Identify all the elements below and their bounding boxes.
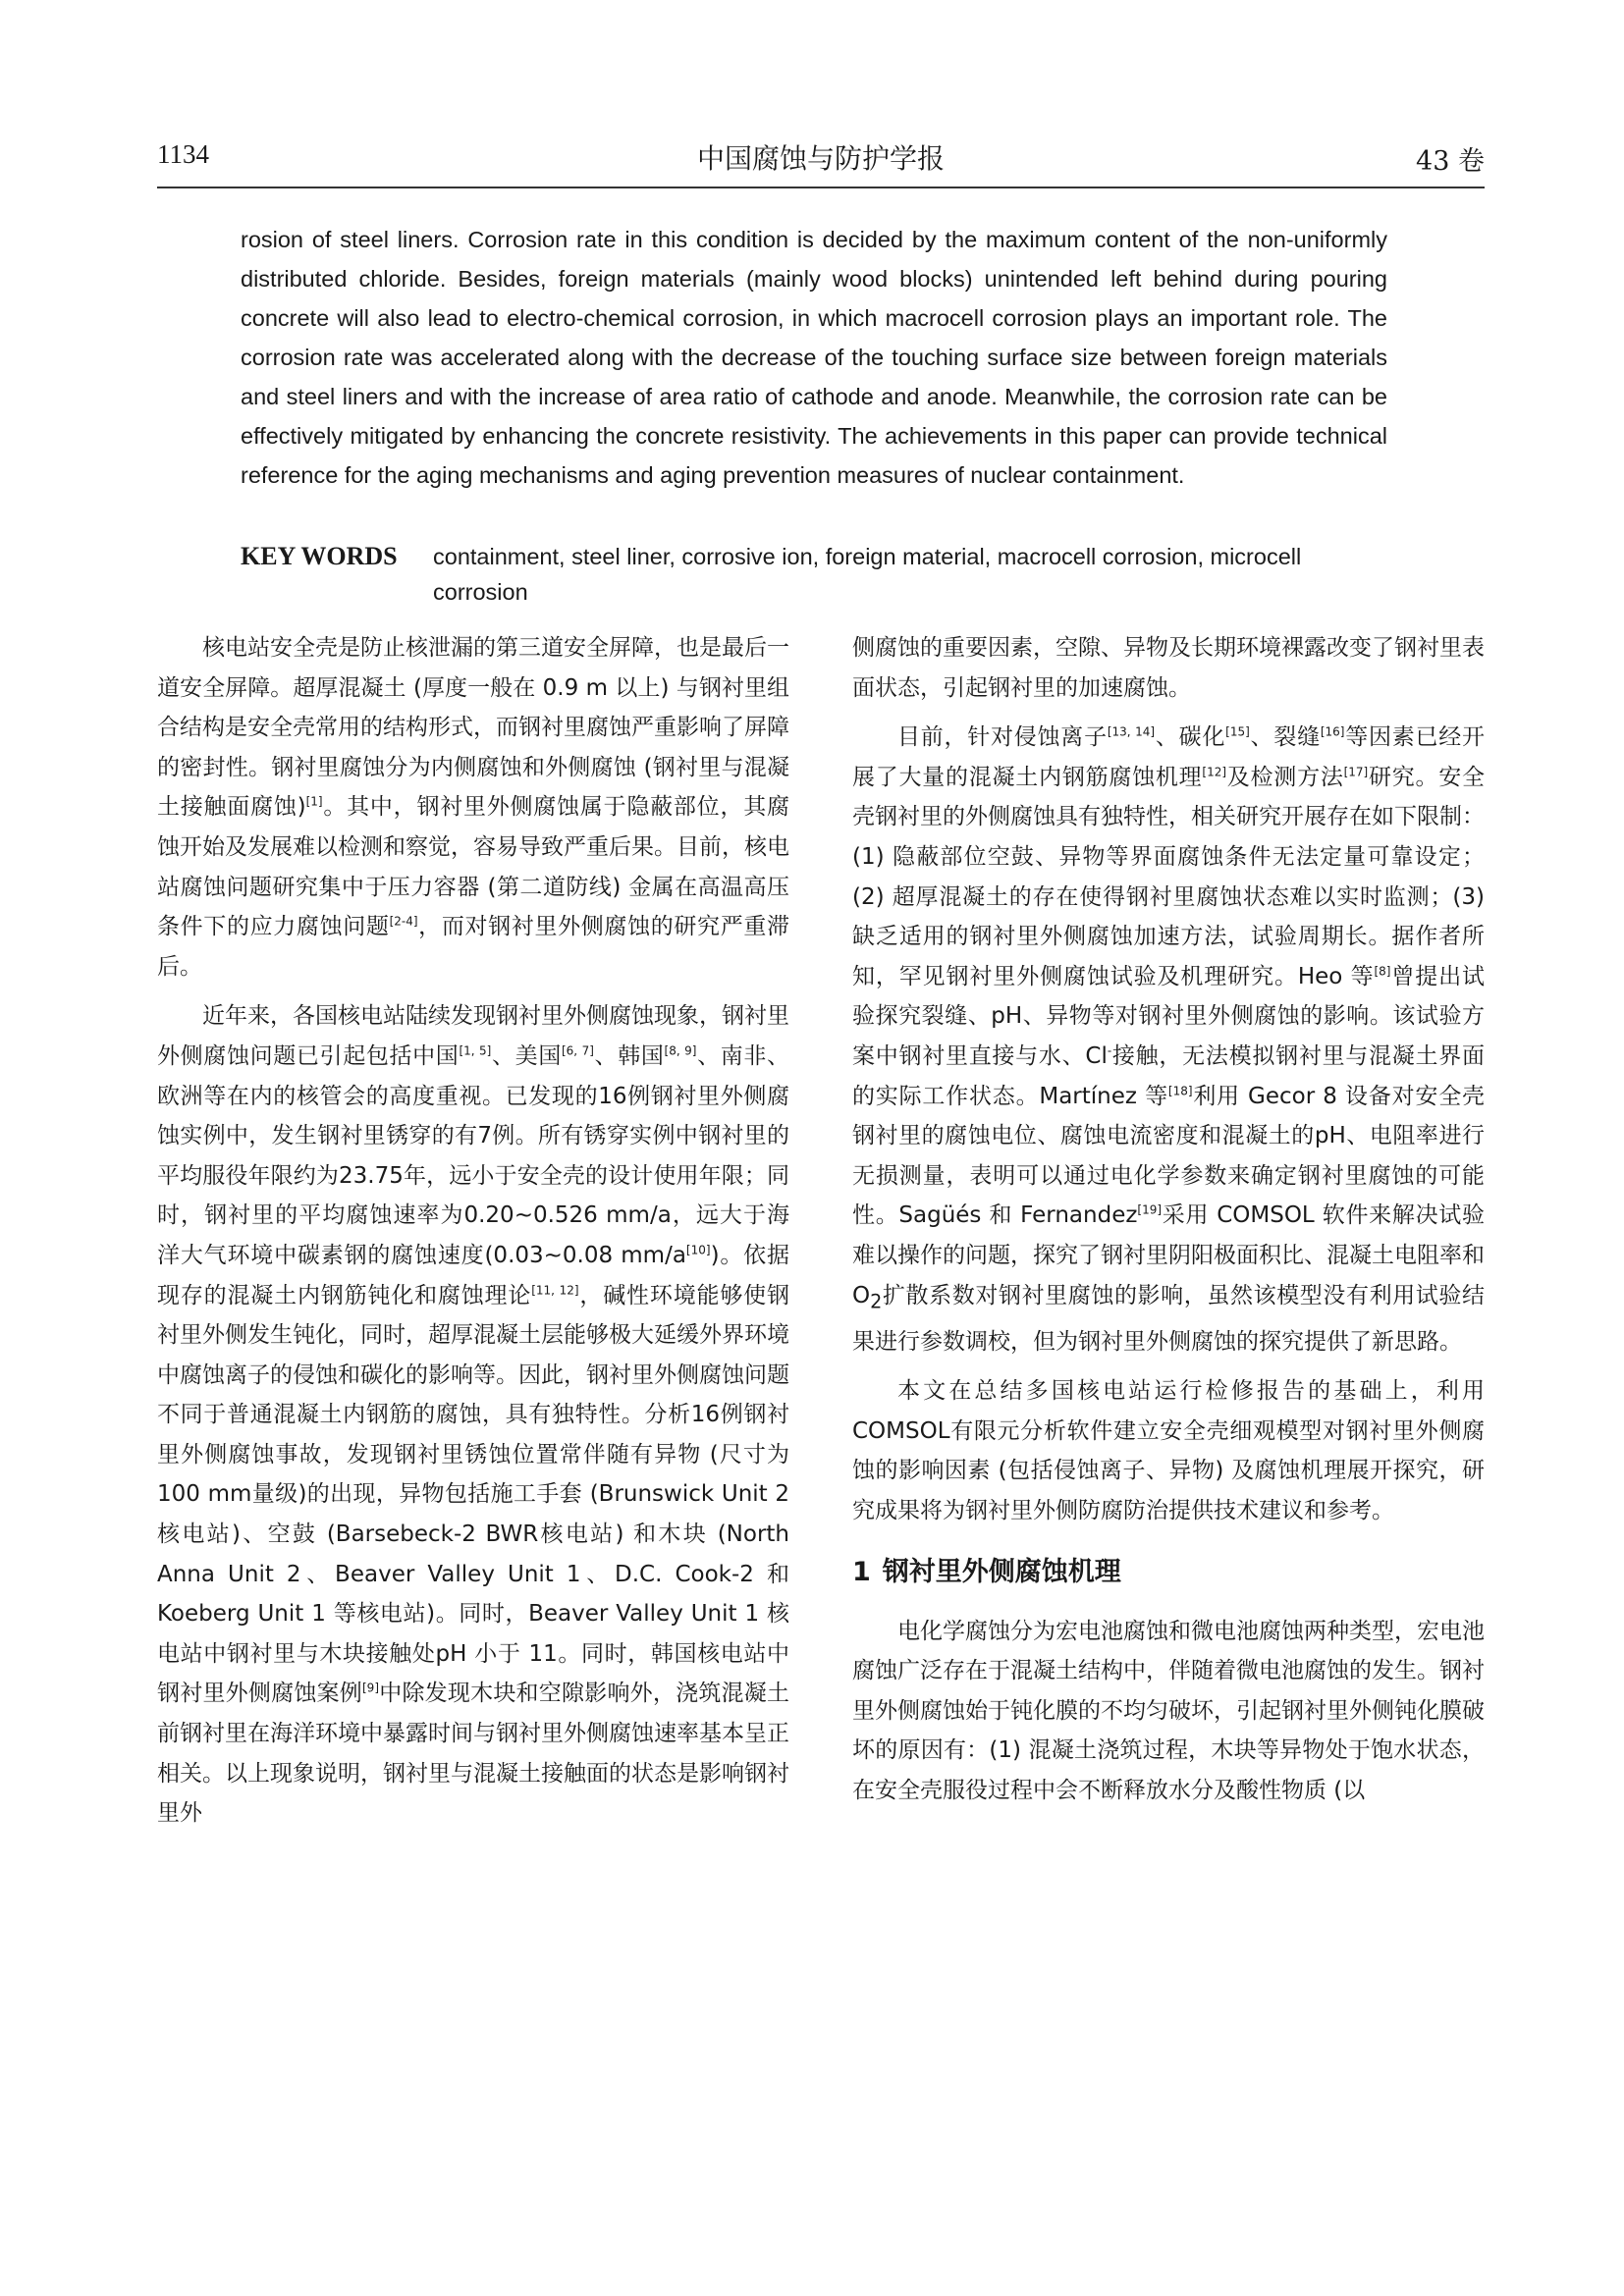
body-left-column xyxy=(157,628,789,1843)
citation: [15] xyxy=(1225,724,1250,739)
citation: [1] xyxy=(305,794,323,809)
keywords-block xyxy=(241,539,1387,610)
citation: [2-4] xyxy=(389,914,418,929)
citation: [13, 14] xyxy=(1107,724,1156,739)
paragraph: 目前，针对侵蚀离子[13, 14]、碳化[15]、裂缝[16]等因素已经开展了大量的混凝土内钢筋腐蚀机理[12]及检测方法[17]研究。安全壳钢衬里的外侧腐蚀具有独特性，相关研究开展存在如下限制：(1) 隐蔽部位空鼓、异物等界面腐蚀条件无法定量可靠设定；(2) 超厚混凝土的存在使得钢衬里腐蚀状态难以实时监测；(3) 缺乏适用的钢衬里外侧腐蚀加速方法，试验周期长。据作者所知，罕见钢衬里外侧腐蚀试验及机理研究。Heo 等[8]曾提出试验探究裂缝、pH、异物等对钢衬里外侧腐蚀的影响。该试验方案中钢衬里直接与水、Cl-接触，无法模拟钢衬里与混凝土界面的实际工作状态。Martínez 等[18]利用 Gecor 8 设备对安全壳钢衬里的腐蚀电位、腐蚀电流密度和混凝土的pH、电阻率进行无损测量，表明可以通过电化学参数来确定钢衬里腐蚀的可能性。Sagüés 和 Fernandez[19]采用 COMSOL 软件来解决试验难以操作的问题，探究了钢衬里阴阳极面积比、混凝土电阻率和$O_2$扩散系数对钢衬里腐蚀的影响，虽然该模型没有利用试验结果进行参数调校，但为钢衬里外侧腐蚀的探究提供了新思路。 xyxy=(852,724,1486,1355)
journal-title: 中国腐蚀与防护学报 xyxy=(696,142,945,175)
citation: [16] xyxy=(1320,724,1345,739)
citation: [12] xyxy=(1202,765,1227,779)
citation: [11, 12] xyxy=(531,1282,579,1297)
paragraph: 核电站安全壳是防止核泄漏的第三道安全屏障，也是最后一道安全屏障。超厚混凝土 (厚度一般在 0.9 m 以上) 与钢衬里组合结构是安全壳常用的结构形式，而钢衬里腐蚀严重影响了屏障的密封性。钢衬里腐蚀分为内侧腐蚀和外侧腐蚀 (钢衬里与混凝土接触面腐蚀)[1]。其中，钢衬里外侧腐蚀属于隐蔽部位，其腐蚀开始及发展难以检测和察觉，容易导致严重后果。目前，核电站腐蚀问题研究集中于压力容器 (第二道防线) 金属在高温高压条件下的应力腐蚀问题[2-4]，而对钢衬里外侧腐蚀的研究严重滞后。 xyxy=(157,635,790,980)
citation: [8, 9] xyxy=(664,1043,697,1058)
keywords-text: containment, steel liner, corrosive ion, foreign material, macrocell corrosion, microcell corrosion xyxy=(433,544,1302,605)
citation: [17] xyxy=(1343,765,1369,779)
paragraph: 近年来，各国核电站陆续发现钢衬里外侧腐蚀现象，钢衬里外侧腐蚀问题已引起包括中国[1, 5]、美国[6, 7]、韩国[8, 9]、南非、欧洲等在内的核管会的高度重视。已发现的16例钢衬里外侧腐蚀实例中，发生钢衬里锈穿的有7例。所有锈穿实例中钢衬里的平均服役年限约为23.75年，远小于安全壳的设计使用年限；同时，钢衬里的平均腐蚀速率为0.20~0.526 mm/a，远大于海洋大气环境中碳素钢的腐蚀速度(0.03~0.08 mm/a[10])。依据现存的混凝土内钢筋钝化和腐蚀理论[11, 12]，碱性环境能够使钢衬里外侧发生钝化，同时，超厚混凝土层能够极大延缓外界环境中腐蚀离子的侵蚀和碳化的影响等。因此，钢衬里外侧腐蚀问题不同于普通混凝土内钢筋的腐蚀，具有独特性。分析16例钢衬里外侧腐蚀事故，发现钢衬里锈蚀位置常伴随有异物 (尺寸为100 mm量级)的出现，异物包括施工手套 (Brunswick Unit 2 核电站)、空鼓 (Barsebeck-2 BWR核电站) 和木块 (North Anna Unit 2、Beaver Valley Unit 1、D.C. Cook-2 和 Koeberg Unit 1 等核电站)。同时，Beaver Valley Unit 1 核电站中钢衬里与木块接触处pH 小于 11。同时，韩国核电站中钢衬里外侧腐蚀案例[9]中除发现木块和空隙影响外，浇筑混凝土前钢衬里在海洋环境中暴露时间与钢衬里外侧腐蚀速率基本呈正相关。以上现象说明，钢衬里与混凝土接触面的状态是影响钢衬里外 xyxy=(157,1003,790,1827)
citation: [18] xyxy=(1167,1083,1193,1097)
paragraph: 本文在总结多国核电站运行检修报告的基础上，利用COMSOL有限元分析软件建立安全壳细观模型对钢衬里外侧腐蚀的影响因素 (包括侵蚀离子、异物) 及腐蚀机理展开探究，研究成果将为钢衬里外侧防腐防治提供技术建议和参考。 xyxy=(852,1378,1485,1524)
section-heading xyxy=(852,1553,1485,1592)
paragraph: 电化学腐蚀分为宏电池腐蚀和微电池腐蚀两种类型，宏电池腐蚀广泛存在于混凝土结构中，伴随着微电池腐蚀的发生。钢衬里外侧腐蚀始于钝化膜的不均匀破坏，引起钢衬里外侧钝化膜破坏的原因有：(1) 混凝土浇筑过程，木块等异物处于饱水状态，在安全壳服役过程中会不断释放水分及酸性物质 (以 xyxy=(852,1618,1485,1804)
section-number: 1 xyxy=(852,1556,871,1587)
citation: [10] xyxy=(685,1243,711,1257)
citation: [6, 7] xyxy=(561,1043,594,1058)
running-header xyxy=(157,139,1485,188)
english-abstract: rosion of steel liners. Corrosion rate in this condition is decided by the maximum content of the non-uniformly distributed chloride. Besides, foreign materials (mainly wood blocks) unintended left behind during pouring concrete will also lead to electro-chemical corrosion, in which macrocell corrosion plays an important role. The corrosion rate was accelerated along with the decrease of the touching surface size between foreign materials and steel liners and with the increase of area ratio of cathode and anode. Meanwhile, the corrosion rate can be effectively mitigated by enhancing the concrete resistivity. The achievements in this paper can provide technical reference for the aging mechanisms and aging prevention measures of nuclear containment. xyxy=(241,227,1387,488)
body-right-column xyxy=(852,628,1485,1821)
citation: [9] xyxy=(362,1681,379,1695)
citation: [19] xyxy=(1137,1202,1163,1217)
citation: [8] xyxy=(1374,964,1391,979)
volume-label: 43 卷 xyxy=(1416,146,1485,177)
keywords-label: KEY WORDS xyxy=(241,542,398,570)
page-number: 1134 xyxy=(157,139,209,169)
citation: [1, 5] xyxy=(459,1043,492,1058)
section-title: 钢衬里外侧腐蚀机理 xyxy=(882,1556,1121,1587)
paragraph-continued: 侧腐蚀的重要因素，空隙、异物及长期环境裸露改变了钢衬里表面状态，引起钢衬里的加速腐蚀。 xyxy=(852,635,1485,701)
